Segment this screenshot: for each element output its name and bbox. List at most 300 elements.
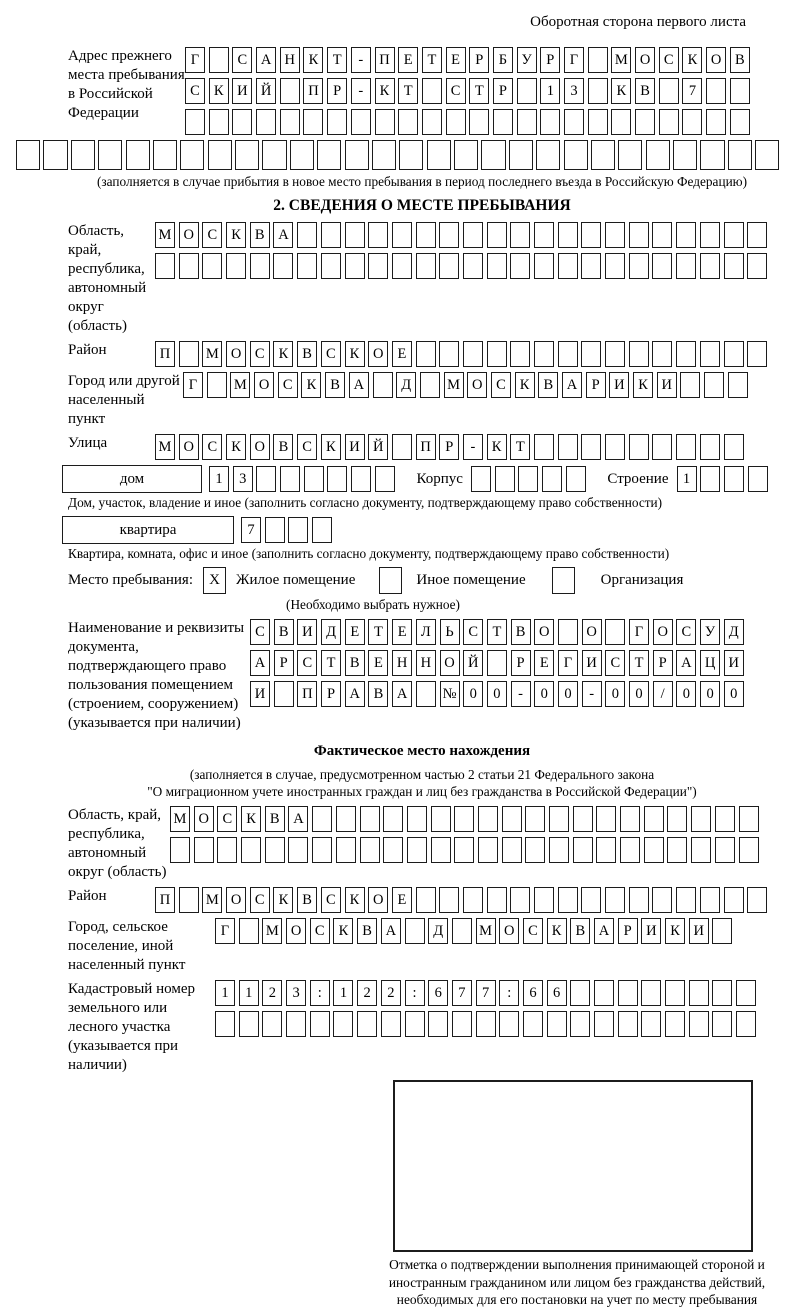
char-box[interactable] bbox=[747, 253, 767, 279]
char-box[interactable] bbox=[558, 434, 578, 460]
char-box[interactable]: 3 bbox=[286, 980, 306, 1006]
char-box[interactable] bbox=[691, 837, 711, 863]
char-box[interactable]: И bbox=[689, 918, 709, 944]
char-box[interactable]: 2 bbox=[357, 980, 377, 1006]
char-box[interactable]: / bbox=[653, 681, 673, 707]
char-box[interactable] bbox=[659, 78, 679, 104]
char-box[interactable] bbox=[596, 806, 616, 832]
char-box[interactable]: Б bbox=[493, 47, 513, 73]
char-box[interactable] bbox=[566, 466, 586, 492]
char-box[interactable]: Н bbox=[416, 650, 436, 676]
char-box[interactable]: Й bbox=[463, 650, 483, 676]
char-box[interactable] bbox=[549, 837, 569, 863]
char-box[interactable]: В bbox=[357, 918, 377, 944]
char-box[interactable] bbox=[43, 140, 67, 170]
char-box[interactable] bbox=[618, 140, 642, 170]
char-box[interactable]: С bbox=[321, 341, 341, 367]
char-box[interactable]: Т bbox=[487, 619, 507, 645]
char-box[interactable]: В bbox=[297, 341, 317, 367]
char-box[interactable]: Р bbox=[274, 650, 294, 676]
char-box[interactable] bbox=[502, 837, 522, 863]
char-box[interactable]: В bbox=[345, 650, 365, 676]
char-box[interactable] bbox=[594, 980, 614, 1006]
char-box[interactable]: С bbox=[202, 434, 222, 460]
char-box[interactable] bbox=[297, 222, 317, 248]
char-box[interactable]: Т bbox=[469, 78, 489, 104]
char-box[interactable] bbox=[536, 140, 560, 170]
char-box[interactable] bbox=[495, 466, 515, 492]
char-box[interactable] bbox=[581, 887, 601, 913]
char-box[interactable] bbox=[487, 222, 507, 248]
char-box[interactable] bbox=[534, 253, 554, 279]
char-box[interactable]: 3 bbox=[564, 78, 584, 104]
char-box[interactable] bbox=[321, 222, 341, 248]
char-box[interactable] bbox=[517, 109, 537, 135]
char-box[interactable] bbox=[288, 517, 308, 543]
char-box[interactable] bbox=[312, 806, 332, 832]
char-box[interactable] bbox=[712, 1011, 732, 1037]
char-box[interactable]: К bbox=[226, 434, 246, 460]
char-box[interactable]: К bbox=[633, 372, 653, 398]
char-box[interactable] bbox=[724, 434, 744, 460]
char-box[interactable] bbox=[360, 806, 380, 832]
char-box[interactable] bbox=[345, 253, 365, 279]
char-box[interactable] bbox=[700, 341, 720, 367]
char-box[interactable] bbox=[676, 434, 696, 460]
char-box[interactable] bbox=[652, 222, 672, 248]
char-box[interactable]: С bbox=[605, 650, 625, 676]
char-box[interactable] bbox=[689, 1011, 709, 1037]
char-box[interactable] bbox=[620, 837, 640, 863]
char-box[interactable]: И bbox=[657, 372, 677, 398]
char-box[interactable]: К bbox=[345, 887, 365, 913]
char-box[interactable]: К bbox=[345, 341, 365, 367]
char-box[interactable] bbox=[431, 806, 451, 832]
char-box[interactable]: П bbox=[155, 341, 175, 367]
char-box[interactable]: М bbox=[155, 434, 175, 460]
char-box[interactable] bbox=[715, 806, 735, 832]
char-box[interactable]: А bbox=[345, 681, 365, 707]
char-box[interactable]: Р bbox=[327, 78, 347, 104]
char-box[interactable] bbox=[274, 681, 294, 707]
char-box[interactable] bbox=[499, 1011, 519, 1037]
char-box[interactable] bbox=[392, 434, 412, 460]
char-box[interactable]: К bbox=[226, 222, 246, 248]
char-box[interactable]: В bbox=[538, 372, 558, 398]
char-box[interactable] bbox=[525, 806, 545, 832]
char-box[interactable]: О bbox=[440, 650, 460, 676]
char-box[interactable] bbox=[303, 109, 323, 135]
char-box[interactable] bbox=[558, 619, 578, 645]
char-box[interactable]: Е bbox=[345, 619, 365, 645]
char-box[interactable]: Ь bbox=[440, 619, 460, 645]
char-box[interactable]: О bbox=[706, 47, 726, 73]
char-box[interactable] bbox=[312, 517, 332, 543]
char-box[interactable] bbox=[534, 341, 554, 367]
char-box[interactable] bbox=[463, 887, 483, 913]
char-box[interactable]: Н bbox=[392, 650, 412, 676]
char-box[interactable]: М bbox=[476, 918, 496, 944]
char-box[interactable] bbox=[517, 78, 537, 104]
char-box[interactable]: И bbox=[641, 918, 661, 944]
char-box[interactable] bbox=[469, 109, 489, 135]
char-box[interactable]: Р bbox=[321, 681, 341, 707]
char-box[interactable] bbox=[185, 109, 205, 135]
char-box[interactable] bbox=[641, 1011, 661, 1037]
char-box[interactable] bbox=[605, 619, 625, 645]
char-box[interactable]: О bbox=[653, 619, 673, 645]
char-box[interactable] bbox=[755, 140, 779, 170]
char-box[interactable] bbox=[286, 1011, 306, 1037]
char-box[interactable]: С bbox=[297, 434, 317, 460]
char-box[interactable] bbox=[226, 253, 246, 279]
char-box[interactable] bbox=[392, 222, 412, 248]
char-box[interactable] bbox=[383, 837, 403, 863]
char-box[interactable] bbox=[618, 1011, 638, 1037]
char-box[interactable] bbox=[748, 466, 768, 492]
char-box[interactable] bbox=[704, 372, 724, 398]
char-box[interactable]: 0 bbox=[534, 681, 554, 707]
char-box[interactable] bbox=[194, 837, 214, 863]
char-box[interactable]: Р bbox=[618, 918, 638, 944]
char-box[interactable]: Р bbox=[653, 650, 673, 676]
char-box[interactable] bbox=[509, 140, 533, 170]
char-box[interactable] bbox=[471, 466, 491, 492]
char-box[interactable] bbox=[581, 341, 601, 367]
char-box[interactable] bbox=[573, 806, 593, 832]
char-box[interactable]: С bbox=[278, 372, 298, 398]
char-box[interactable] bbox=[351, 109, 371, 135]
char-box[interactable]: Т bbox=[368, 619, 388, 645]
char-box[interactable]: 1 bbox=[215, 980, 235, 1006]
char-box[interactable] bbox=[336, 806, 356, 832]
char-box[interactable] bbox=[280, 109, 300, 135]
char-box[interactable]: В bbox=[511, 619, 531, 645]
char-box[interactable] bbox=[422, 109, 442, 135]
char-box[interactable] bbox=[416, 253, 436, 279]
char-box[interactable]: А bbox=[381, 918, 401, 944]
char-box[interactable] bbox=[629, 253, 649, 279]
char-box[interactable] bbox=[534, 434, 554, 460]
char-box[interactable] bbox=[304, 466, 324, 492]
char-box[interactable] bbox=[629, 222, 649, 248]
char-box[interactable] bbox=[98, 140, 122, 170]
char-box[interactable]: Е bbox=[368, 650, 388, 676]
char-box[interactable] bbox=[724, 466, 744, 492]
char-box[interactable] bbox=[518, 466, 538, 492]
char-box[interactable] bbox=[333, 1011, 353, 1037]
char-box[interactable] bbox=[739, 837, 759, 863]
char-box[interactable] bbox=[310, 1011, 330, 1037]
char-box[interactable] bbox=[596, 837, 616, 863]
char-box[interactable] bbox=[676, 887, 696, 913]
char-box[interactable]: А bbox=[392, 681, 412, 707]
char-box[interactable] bbox=[700, 887, 720, 913]
char-box[interactable]: - bbox=[463, 434, 483, 460]
char-box[interactable]: Г bbox=[183, 372, 203, 398]
char-box[interactable] bbox=[180, 140, 204, 170]
char-box[interactable] bbox=[652, 887, 672, 913]
char-box[interactable] bbox=[327, 109, 347, 135]
char-box[interactable] bbox=[689, 980, 709, 1006]
char-box[interactable] bbox=[724, 341, 744, 367]
char-box[interactable] bbox=[605, 222, 625, 248]
char-box[interactable] bbox=[452, 1011, 472, 1037]
char-box[interactable]: О bbox=[194, 806, 214, 832]
char-box[interactable] bbox=[357, 1011, 377, 1037]
char-box[interactable]: Ц bbox=[700, 650, 720, 676]
char-box[interactable] bbox=[676, 253, 696, 279]
char-box[interactable]: К bbox=[515, 372, 535, 398]
char-box[interactable] bbox=[700, 466, 720, 492]
char-box[interactable]: 1 bbox=[677, 466, 697, 492]
char-box[interactable] bbox=[605, 434, 625, 460]
char-box[interactable] bbox=[209, 109, 229, 135]
char-box[interactable]: 7 bbox=[452, 980, 472, 1006]
char-box[interactable] bbox=[427, 140, 451, 170]
char-box[interactable] bbox=[439, 253, 459, 279]
char-box[interactable]: В bbox=[265, 806, 285, 832]
char-box[interactable] bbox=[700, 140, 724, 170]
char-box[interactable] bbox=[739, 806, 759, 832]
char-box[interactable]: Р bbox=[469, 47, 489, 73]
char-box[interactable]: А bbox=[288, 806, 308, 832]
char-box[interactable] bbox=[646, 140, 670, 170]
char-box[interactable]: Г bbox=[564, 47, 584, 73]
char-box[interactable]: И bbox=[582, 650, 602, 676]
char-box[interactable]: - bbox=[582, 681, 602, 707]
char-box[interactable]: Е bbox=[446, 47, 466, 73]
char-box[interactable] bbox=[730, 109, 750, 135]
char-box[interactable]: О bbox=[226, 887, 246, 913]
char-box[interactable] bbox=[665, 980, 685, 1006]
char-box[interactable]: К bbox=[333, 918, 353, 944]
char-box[interactable] bbox=[241, 837, 261, 863]
char-box[interactable]: Р bbox=[493, 78, 513, 104]
char-box[interactable]: С bbox=[523, 918, 543, 944]
char-box[interactable]: 0 bbox=[700, 681, 720, 707]
char-box[interactable]: С bbox=[217, 806, 237, 832]
char-box[interactable] bbox=[652, 341, 672, 367]
char-box[interactable]: - bbox=[351, 47, 371, 73]
char-box[interactable] bbox=[673, 140, 697, 170]
char-box[interactable] bbox=[588, 78, 608, 104]
char-box[interactable] bbox=[446, 109, 466, 135]
char-box[interactable] bbox=[540, 109, 560, 135]
char-box[interactable]: 0 bbox=[676, 681, 696, 707]
char-box[interactable] bbox=[730, 78, 750, 104]
char-box[interactable]: 0 bbox=[629, 681, 649, 707]
char-box[interactable] bbox=[736, 1011, 756, 1037]
char-box[interactable]: 0 bbox=[605, 681, 625, 707]
char-box[interactable]: Г bbox=[629, 619, 649, 645]
char-box[interactable]: Л bbox=[416, 619, 436, 645]
char-box[interactable]: У bbox=[700, 619, 720, 645]
char-box[interactable]: П bbox=[375, 47, 395, 73]
char-box[interactable] bbox=[179, 253, 199, 279]
organization-checkbox[interactable] bbox=[552, 567, 575, 594]
char-box[interactable] bbox=[399, 140, 423, 170]
char-box[interactable]: И bbox=[609, 372, 629, 398]
char-box[interactable] bbox=[265, 837, 285, 863]
char-box[interactable] bbox=[588, 109, 608, 135]
char-box[interactable]: К bbox=[273, 341, 293, 367]
char-box[interactable]: К bbox=[487, 434, 507, 460]
char-box[interactable]: М bbox=[155, 222, 175, 248]
char-box[interactable] bbox=[641, 980, 661, 1006]
char-box[interactable] bbox=[605, 341, 625, 367]
char-box[interactable] bbox=[416, 222, 436, 248]
char-box[interactable]: П bbox=[303, 78, 323, 104]
char-box[interactable]: С bbox=[310, 918, 330, 944]
char-box[interactable] bbox=[478, 837, 498, 863]
char-box[interactable]: С bbox=[250, 619, 270, 645]
char-box[interactable]: М bbox=[230, 372, 250, 398]
char-box[interactable]: 0 bbox=[724, 681, 744, 707]
char-box[interactable]: 0 bbox=[487, 681, 507, 707]
char-box[interactable]: А bbox=[273, 222, 293, 248]
char-box[interactable] bbox=[728, 140, 752, 170]
char-box[interactable] bbox=[558, 887, 578, 913]
char-box[interactable]: А bbox=[562, 372, 582, 398]
char-box[interactable] bbox=[336, 837, 356, 863]
char-box[interactable] bbox=[644, 837, 664, 863]
char-box[interactable]: С bbox=[250, 341, 270, 367]
char-box[interactable]: Д bbox=[428, 918, 448, 944]
char-box[interactable] bbox=[463, 222, 483, 248]
char-box[interactable] bbox=[262, 1011, 282, 1037]
char-box[interactable]: Т bbox=[327, 47, 347, 73]
char-box[interactable]: В bbox=[570, 918, 590, 944]
char-box[interactable]: В bbox=[250, 222, 270, 248]
char-box[interactable] bbox=[239, 918, 259, 944]
char-box[interactable]: - bbox=[351, 78, 371, 104]
char-box[interactable] bbox=[665, 1011, 685, 1037]
char-box[interactable] bbox=[439, 222, 459, 248]
char-box[interactable]: Р bbox=[439, 434, 459, 460]
char-box[interactable]: 6 bbox=[428, 980, 448, 1006]
char-box[interactable] bbox=[652, 253, 672, 279]
char-box[interactable]: К bbox=[301, 372, 321, 398]
char-box[interactable] bbox=[463, 341, 483, 367]
char-box[interactable] bbox=[667, 806, 687, 832]
char-box[interactable]: Г bbox=[215, 918, 235, 944]
char-box[interactable]: В bbox=[325, 372, 345, 398]
char-box[interactable] bbox=[317, 140, 341, 170]
char-box[interactable] bbox=[618, 980, 638, 1006]
char-box[interactable]: К bbox=[682, 47, 702, 73]
char-box[interactable] bbox=[126, 140, 150, 170]
char-box[interactable] bbox=[368, 253, 388, 279]
char-box[interactable]: О bbox=[179, 222, 199, 248]
other-premises-checkbox[interactable] bbox=[379, 567, 402, 594]
char-box[interactable] bbox=[179, 341, 199, 367]
char-box[interactable]: Д bbox=[321, 619, 341, 645]
char-box[interactable]: К bbox=[241, 806, 261, 832]
char-box[interactable] bbox=[706, 109, 726, 135]
char-box[interactable]: А bbox=[256, 47, 276, 73]
char-box[interactable]: Г bbox=[185, 47, 205, 73]
char-box[interactable] bbox=[407, 806, 427, 832]
char-box[interactable]: 1 bbox=[333, 980, 353, 1006]
char-box[interactable] bbox=[428, 1011, 448, 1037]
char-box[interactable]: И bbox=[724, 650, 744, 676]
char-box[interactable] bbox=[706, 78, 726, 104]
char-box[interactable]: 3 bbox=[233, 466, 253, 492]
char-box[interactable]: К bbox=[375, 78, 395, 104]
char-box[interactable] bbox=[372, 140, 396, 170]
char-box[interactable]: И bbox=[232, 78, 252, 104]
char-box[interactable] bbox=[209, 47, 229, 73]
char-box[interactable]: К bbox=[321, 434, 341, 460]
char-box[interactable]: 1 bbox=[239, 980, 259, 1006]
char-box[interactable] bbox=[155, 253, 175, 279]
char-box[interactable] bbox=[478, 806, 498, 832]
char-box[interactable] bbox=[659, 109, 679, 135]
char-box[interactable]: А bbox=[250, 650, 270, 676]
char-box[interactable] bbox=[373, 372, 393, 398]
char-box[interactable] bbox=[581, 222, 601, 248]
char-box[interactable] bbox=[345, 222, 365, 248]
char-box[interactable] bbox=[680, 372, 700, 398]
char-box[interactable] bbox=[405, 1011, 425, 1037]
char-box[interactable]: К bbox=[547, 918, 567, 944]
char-box[interactable]: 0 bbox=[463, 681, 483, 707]
char-box[interactable] bbox=[439, 341, 459, 367]
char-box[interactable]: : bbox=[499, 980, 519, 1006]
char-box[interactable] bbox=[712, 918, 732, 944]
char-box[interactable]: М bbox=[202, 341, 222, 367]
char-box[interactable]: Т bbox=[321, 650, 341, 676]
char-box[interactable]: Р bbox=[540, 47, 560, 73]
char-box[interactable]: К bbox=[665, 918, 685, 944]
char-box[interactable]: Д bbox=[396, 372, 416, 398]
char-box[interactable]: О bbox=[368, 887, 388, 913]
house-type-field[interactable]: дом bbox=[62, 465, 202, 493]
char-box[interactable] bbox=[312, 837, 332, 863]
char-box[interactable] bbox=[235, 140, 259, 170]
char-box[interactable]: В bbox=[273, 434, 293, 460]
char-box[interactable] bbox=[416, 887, 436, 913]
char-box[interactable] bbox=[280, 78, 300, 104]
char-box[interactable] bbox=[605, 887, 625, 913]
residential-checkbox[interactable]: X bbox=[203, 567, 226, 594]
char-box[interactable]: 2 bbox=[262, 980, 282, 1006]
char-box[interactable] bbox=[407, 837, 427, 863]
char-box[interactable] bbox=[153, 140, 177, 170]
char-box[interactable]: М bbox=[262, 918, 282, 944]
char-box[interactable] bbox=[510, 341, 530, 367]
char-box[interactable] bbox=[629, 434, 649, 460]
char-box[interactable]: А bbox=[676, 650, 696, 676]
char-box[interactable]: Т bbox=[510, 434, 530, 460]
char-box[interactable]: Т bbox=[398, 78, 418, 104]
char-box[interactable]: К bbox=[273, 887, 293, 913]
char-box[interactable] bbox=[747, 341, 767, 367]
char-box[interactable] bbox=[620, 806, 640, 832]
char-box[interactable]: П bbox=[416, 434, 436, 460]
char-box[interactable] bbox=[510, 253, 530, 279]
char-box[interactable] bbox=[594, 1011, 614, 1037]
char-box[interactable] bbox=[510, 887, 530, 913]
char-box[interactable]: В bbox=[368, 681, 388, 707]
char-box[interactable]: С bbox=[232, 47, 252, 73]
char-box[interactable] bbox=[542, 466, 562, 492]
char-box[interactable]: Й bbox=[368, 434, 388, 460]
char-box[interactable] bbox=[558, 341, 578, 367]
char-box[interactable] bbox=[452, 918, 472, 944]
char-box[interactable] bbox=[375, 466, 395, 492]
